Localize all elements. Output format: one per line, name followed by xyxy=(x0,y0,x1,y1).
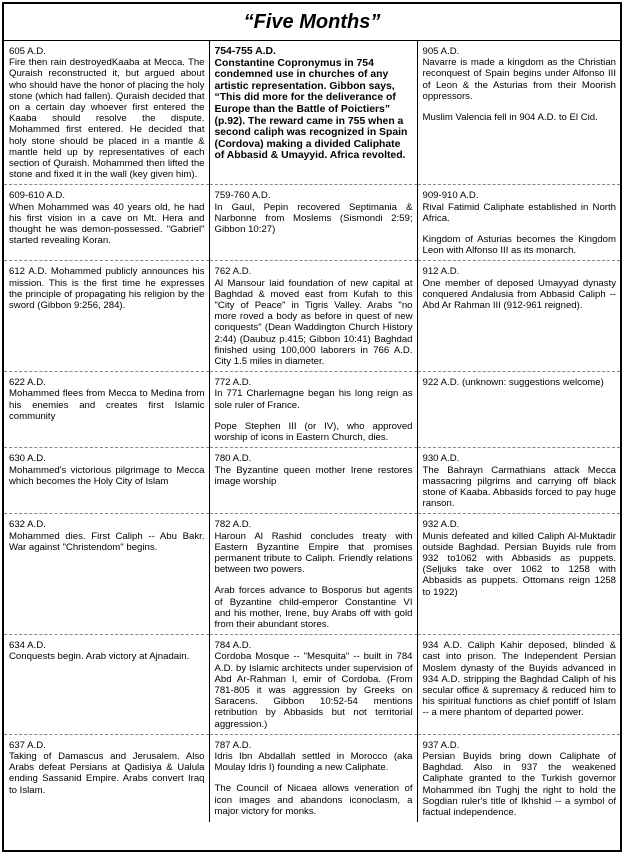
timeline-row xyxy=(4,514,620,635)
timeline-entry xyxy=(4,372,209,448)
entry-text: 754-755 A.D. Constantine Copronymus in 754 condemned use in churches of any artistic representation. Gibbon says, “This did more for the deliverance of Europe than the Battle of Poictiers” (p.92). The reward came in 755 when a second caliph was recognized in Spain (Cordova) making a divided Caliphate of Abbasid & Umayyid. Africa revolted. xyxy=(214,46,408,162)
timeline-entry xyxy=(209,514,417,635)
timeline-entry xyxy=(417,185,620,261)
entry-text: 634 A.D. Conquests begin. Arab victory at Ajnadain. xyxy=(9,640,190,663)
entry-text: 932 A.D. Munis defeated and killed Caliph Al-Muktadir outside Baghdad. Persian Buyids rule from 932 to1062 with Abbasids as puppets. (Seljuks take over 1062 to 1258 with Abbasids as puppets. Ottomans reign 1258 to 1922) xyxy=(422,519,616,598)
entry-text: 630 A.D. Mohammed's victorious pilgrimage to Mecca which becomes the Holy City of Islam xyxy=(9,453,205,487)
entry-text: 784 A.D. Cordoba Mosque -- "Mesquita" -- built in 784 A.D. by Islamic architects under supervision of Abd Ar-Rahman I, emir of Cordoba. (From 781-805 it was aggression by Greeks on Saracens. Gibbon 10:52-54 mentions retribution by Abbasids but not territorial aggression.) xyxy=(214,640,413,730)
entry-text: 782 A.D. Haroun Al Rashid concludes treaty with Eastern Byzantine Empire that promises permanent tribute to Caliph. Friendly relations between two powers. xyxy=(214,519,413,576)
timeline-entry xyxy=(4,261,209,372)
timeline-entry xyxy=(4,448,209,514)
timeline-entry xyxy=(417,514,620,635)
timeline-entry xyxy=(417,372,620,448)
timeline-entry xyxy=(4,185,209,261)
timeline-entry xyxy=(417,448,620,514)
entry-text: 759-760 A.D. In Gaul, Pepin recovered Septimania & Narbonne from Moslems (Sismondi 2:59; Gibbon 10:27) xyxy=(214,190,413,236)
entry-text: 612 A.D. Mohammed publicly announces his mission. This is the first time he expresses the principle of propagating his religion by the sword (Gibbon 9:256, 284). xyxy=(9,266,205,312)
entry-text: The Council of Nicaea allows veneration of icon images and abandons iconoclasm, a major victory for monks. xyxy=(214,783,413,817)
entry-text: 930 A.D. The Bahrayn Carmathians attack Mecca massacring pilgrims and carrying off black stone of Kaaba. Abbasids forced to pay huge ranson. xyxy=(422,453,616,510)
entry-text: 780 A.D. The Byzantine queen mother Irene restores image worship xyxy=(214,453,413,487)
entry-text: Pope Stephen III (or IV), who approved worship of icons in Eastern Church, dies. xyxy=(214,420,413,444)
entry-text: 934 A.D. Caliph Kahir deposed, blinded & cast into prison. The Independent Persian Moslem dynasty of the Buyids advanced in 934 A.D. stripping the Baghdad Caliph of his secular office & supremacy & reduced him to his spiritual functions as chief pontiff of Islam -- a mere phantom of departed power. xyxy=(422,640,616,719)
timeline-entry xyxy=(4,41,209,185)
timeline-entry xyxy=(209,448,417,514)
timeline-entry xyxy=(417,261,620,372)
entry-text: 632 A.D. Mohammed dies. First Caliph -- Abu Bakr. War against "Christendom" begins. xyxy=(9,519,205,553)
timeline-row xyxy=(4,372,620,448)
entry-text: 605 A.D. Fire then rain destroyedKaaba at Mecca. The Quraish reconstructed it, but argued about who should have the honor of placing the holy stone (which had fallen). Quraish decided that on a certain day whoever first entered the Kaaba should resolve the dispute. Mohammed first entered. He decided that holy stone should be placed in a mantle & mantle held up by representatives of each section of Quraish. Mohammed then lifted the stone and fixed it in the wall (key given him). xyxy=(9,46,205,181)
timeline-table xyxy=(4,41,620,822)
timeline-entry xyxy=(417,41,620,185)
timeline-entry xyxy=(209,734,417,822)
timeline-entry xyxy=(4,734,209,822)
timeline-row xyxy=(4,185,620,261)
entry-text: 637 A.D. Taking of Damascus and Jerusalem. Also Arabs defeat Persians at Qadisiya & Ualula ending Sassanid Empire. Arabs convert Iraq to Islam. xyxy=(9,739,205,796)
entry-text: Muslim Valencia fell in 904 A.D. to El Cid. xyxy=(422,112,598,124)
entry-text: 787 A.D. Idris Ibn Abdallah settled in Morocco (aka Moulay Idris I) founding a new Caliphate. xyxy=(214,739,413,774)
timeline-entry xyxy=(209,41,417,185)
timeline-row xyxy=(4,448,620,514)
timeline-entry xyxy=(4,514,209,635)
timeline-row xyxy=(4,41,620,185)
timeline-entry xyxy=(209,372,417,448)
entry-text: 762 A.D. Al Mansour laid foundation of new capital at Baghdad & moved east from Kufah to this "City of Peace" in Tigris Valley. Arabs "no more roved a body as before in quest of new conquests" (Dean Waddington Church History 2:44) (Daubuz p.415; Gibbon 10:41) Baghdad finished using 100,000 laborers in 766 A.D. City 1.5 miles in diameter. xyxy=(214,266,413,368)
entry-text: 912 A.D. One member of deposed Umayyad dynasty conquered Andalusia from Abbasid Caliph -- Abd Ar Rahman III (912-961 reigned). xyxy=(422,266,616,312)
timeline-entry xyxy=(209,185,417,261)
entry-text: 609-610 A.D. When Mohammed was 40 years old, he had his first vision in a cave on Mt. Hera and thought he was demon-possessed. "Gabriel" started revealing Koran. xyxy=(9,190,205,247)
timeline-row xyxy=(4,734,620,822)
entry-text: Kingdom of Asturias becomes the Kingdom Leon with Alfonso III as its monarch. xyxy=(422,234,616,257)
document-page xyxy=(2,2,622,852)
timeline-entry xyxy=(209,261,417,372)
entry-text: 909-910 A.D. Rival Fatimid Caliphate established in North Africa. xyxy=(422,190,616,224)
timeline-entry xyxy=(417,635,620,735)
entry-text: 905 A.D. Navarre is made a kingdom as the Christian reconquest of Spain begins under Alfonso III of Leon & the Asturias from their Moorish oppressors. xyxy=(422,46,616,102)
timeline-entry xyxy=(417,734,620,822)
entry-text: 922 A.D. (unknown: suggestions welcome) xyxy=(422,377,604,389)
timeline-entry xyxy=(209,635,417,735)
entry-text: 622 A.D. Mohammed flees from Mecca to Medina from his enemies and creates first Islamic community xyxy=(9,377,205,422)
timeline-row xyxy=(4,261,620,372)
page-title: “Five Months” xyxy=(4,4,620,41)
timeline-entry xyxy=(4,635,209,735)
timeline-row xyxy=(4,635,620,735)
entry-text: 937 A.D. Persian Buyids bring down Caliphate of Baghdad. Also in 937 the weakened Caliphate granted to the Turkish governor Mohammed ibn Tughj the right to hold the Sogdian ruler's title of Ikhshid -- a symbol of factual independence. xyxy=(422,739,616,818)
entry-text: Arab forces advance to Bosporus but agents of Byzantine child-emperor Constantine VI and his mother, Irene, buy Arabs off with gold from their abundant stores. xyxy=(214,585,413,630)
entry-text: 772 A.D. In 771 Charlemagne began his long reign as sole ruler of France. xyxy=(214,377,413,411)
